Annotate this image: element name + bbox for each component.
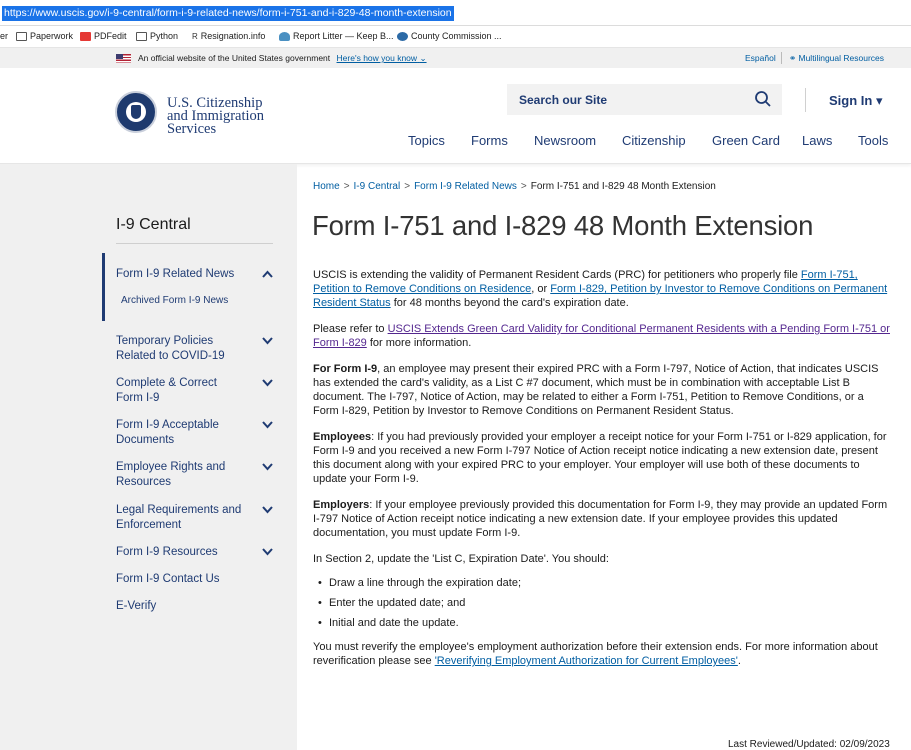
paragraph-employers xyxy=(313,498,890,540)
paragraph-section-2: In Section 2, update the 'List C, Expiration Date'. You should: xyxy=(313,553,609,565)
bookmark-label: County Commission ... xyxy=(411,31,502,41)
sidebar xyxy=(0,164,297,750)
nav-green-card[interactable]: Green Card xyxy=(712,133,780,148)
bookmark-report-litter[interactable] xyxy=(279,31,394,41)
sidebar-item-acceptable-docs[interactable]: Form I-9 Acceptable Documents xyxy=(116,419,219,446)
site-header xyxy=(0,68,911,164)
breadcrumb-related-news[interactable]: Form I-9 Related News xyxy=(414,181,517,192)
pdf-icon xyxy=(80,32,91,41)
sidebar-item-covid-policies[interactable]: Temporary Policies Related to COVID-19 xyxy=(116,335,225,362)
official-text xyxy=(138,53,427,64)
text: USCIS is extending the validity of Permanent Resident Cards (PRC) for petitioners who properly file xyxy=(313,269,801,281)
sidebar-divider xyxy=(116,243,273,244)
sidebar-item-employee-rights[interactable]: Employee Rights and Resources xyxy=(116,461,226,488)
link-form-i-751[interactable]: Form I-751, Petition to Remove Conditions on Residence xyxy=(313,269,858,295)
breadcrumb-current: Form I-751 and I-829 48 Month Extension xyxy=(530,181,716,192)
divider xyxy=(781,52,782,64)
sidebar-item-legal-requirements[interactable]: Legal Requirements and Enforcement xyxy=(116,504,242,531)
paragraph-reverify xyxy=(313,640,890,668)
bold-lead: Employees xyxy=(313,431,372,443)
text: Please refer to xyxy=(313,323,388,335)
folder-icon xyxy=(136,32,147,41)
breadcrumb-home[interactable]: Home xyxy=(313,181,340,192)
paragraph-intro xyxy=(313,268,890,310)
breadcrumb-separator: > xyxy=(520,181,527,192)
official-banner xyxy=(0,48,911,68)
sidebar-item-related-news[interactable]: Form I-9 Related News xyxy=(116,268,235,280)
breadcrumb xyxy=(313,181,716,192)
nav-newsroom[interactable]: Newsroom xyxy=(534,133,597,148)
multilingual-label: Multilingual Resources xyxy=(798,53,885,63)
text: : If you had previously provided your employer a receipt notice for your Form I-751 or I-829 application, for Form I-9 and you received a new Form I-797 Notice of Action receipt notice indicating a new extension date, present this document along with your expired PRC to your employer. Your employer will use both of these documents to update your Form I-9. xyxy=(313,431,887,485)
bookmark-label: PDFedit xyxy=(94,31,127,41)
nav-citizenship[interactable]: Citizenship xyxy=(622,133,686,148)
bookmark-er[interactable] xyxy=(0,31,8,41)
chevron-down-icon[interactable] xyxy=(262,421,273,429)
link-green-card-validity-news[interactable]: USCIS Extends Green Card Validity for Conditional Permanent Residents with a Pending Form I-751 or Form I-829 xyxy=(313,323,890,349)
link-form-i-829[interactable]: Form I-829, Petition by Investor to Remove Conditions on Permanent Resident Status xyxy=(313,283,888,309)
text: for more information. xyxy=(366,337,472,349)
text: You must reverify the employee's employment authorization before their extension ends. For more information about reverification please see xyxy=(313,641,878,667)
paragraph-refer xyxy=(313,322,890,350)
agency-line-3: Services xyxy=(167,121,217,137)
update-steps-list xyxy=(313,576,890,630)
bookmark-resignation[interactable] xyxy=(192,31,265,41)
agency-line-1: U.S. Citizenship xyxy=(167,95,263,111)
search-placeholder: Search our Site xyxy=(519,93,608,107)
bookmark-label: Paperwork xyxy=(30,31,74,41)
sidebar-item-complete-correct[interactable]: Complete & Correct Form I-9 xyxy=(116,377,217,404)
globe-icon: ⚭ xyxy=(789,53,797,63)
breadcrumb-separator: > xyxy=(343,181,350,192)
nav-forms[interactable]: Forms xyxy=(471,133,508,148)
text: for 48 months beyond the card's expiration date. xyxy=(390,297,629,309)
chevron-up-icon[interactable] xyxy=(262,270,273,278)
sidebar-subitem-archived-news[interactable]: Archived Form I-9 News xyxy=(121,295,229,306)
how-you-know-label: Here's how you know xyxy=(336,53,418,63)
sidebar-item-e-verify[interactable]: E-Verify xyxy=(116,600,157,612)
bookmark-pdfedit[interactable] xyxy=(80,31,127,41)
paragraph-for-form-i9 xyxy=(313,362,890,418)
wordpress-icon xyxy=(397,32,408,41)
chevron-down-icon[interactable] xyxy=(262,379,273,387)
folder-icon xyxy=(16,32,27,41)
search-icon[interactable] xyxy=(754,90,772,108)
sign-in-button[interactable] xyxy=(829,93,883,109)
list-item: • Initial and date the update. xyxy=(313,616,890,630)
last-reviewed-date: Last Reviewed/Updated: 02/09/2023 xyxy=(728,739,890,750)
sidebar-item-contact-us[interactable]: Form I-9 Contact Us xyxy=(116,573,220,585)
link-reverifying-employment[interactable]: 'Reverifying Employment Authorization for Current Employees' xyxy=(434,655,738,667)
dhs-seal-logo[interactable] xyxy=(115,91,157,133)
how-you-know-link[interactable] xyxy=(337,53,427,63)
bookmark-label: Report Litter — Keep B... xyxy=(293,31,394,41)
agency-line-2: and Immigration xyxy=(167,108,265,124)
chevron-down-icon[interactable] xyxy=(262,506,273,514)
nav-tools[interactable]: Tools xyxy=(858,133,889,148)
text: , or xyxy=(531,283,551,295)
chevron-down-icon: ⌄ xyxy=(419,53,427,63)
page-title: Form I-751 and I-829 48 Month Extension xyxy=(312,210,814,241)
official-label: An official website of the United States government xyxy=(138,53,331,63)
address-bar[interactable] xyxy=(0,0,911,26)
text: : If your employee previously provided this documentation for Form I-9, they may provide an updated Form I-797 Notice of Action receipt notice indicating a new extension date. If your employee provides this updated documentation, you must update Form I-9. xyxy=(313,499,888,539)
multilingual-link[interactable] xyxy=(789,53,884,64)
breadcrumb-i9-central[interactable]: I-9 Central xyxy=(353,181,401,192)
sidebar-item-resources[interactable]: Form I-9 Resources xyxy=(116,546,218,558)
sidebar-title: I-9 Central xyxy=(116,216,191,233)
bookmark-label: Resignation.info xyxy=(200,31,266,41)
bold-lead: For Form I-9 xyxy=(313,363,378,375)
url-text[interactable]: https://www.uscis.gov/i-9-central/form-i-9-related-news/form-i-751-and-i-829-48-month-extension xyxy=(4,7,452,19)
text: , an employee may present their expired PRC with a Form I-797, Notice of Action, that indicates USCIS has extended the card's validity, as a List C #7 document, which must be in combination with acceptable List B document. The I-797, Notice of Action, may be related to either a Form I-751, Petition to Remove Conditions, or a Form I-829, Petition by Investor to Remove Conditions on Permanent Resident Status. xyxy=(313,363,879,417)
list-item: • Enter the updated date; and xyxy=(313,596,890,610)
litter-icon xyxy=(279,32,290,41)
text: . xyxy=(737,655,741,667)
paragraph-employees xyxy=(313,430,890,486)
espanol-link[interactable]: Español xyxy=(745,53,776,63)
article-body xyxy=(313,268,890,680)
header-divider xyxy=(805,88,806,112)
bookmark-python[interactable] xyxy=(136,31,178,41)
chevron-down-icon[interactable] xyxy=(262,337,273,345)
us-flag-icon xyxy=(116,54,131,63)
bookmark-label: er xyxy=(0,31,9,41)
list-item: • Draw a line through the expiration date; xyxy=(313,576,890,590)
bookmark-county-commission[interactable] xyxy=(397,31,502,41)
caret-down-icon: ▾ xyxy=(875,93,883,108)
agency-name[interactable] xyxy=(167,97,264,136)
chevron-down-icon[interactable] xyxy=(262,463,273,471)
chevron-down-icon[interactable] xyxy=(262,548,273,556)
bold-lead: Employers xyxy=(313,499,370,511)
r-icon: R xyxy=(192,31,198,41)
bookmark-paperwork[interactable] xyxy=(16,31,73,41)
bookmark-label: Python xyxy=(150,31,179,41)
active-indicator xyxy=(102,253,105,321)
nav-topics[interactable]: Topics xyxy=(408,133,445,148)
search-input[interactable] xyxy=(507,84,782,115)
sign-in-label: Sign In xyxy=(829,93,873,108)
nav-laws[interactable]: Laws xyxy=(802,133,833,148)
breadcrumb-separator: > xyxy=(404,181,411,192)
bookmarks-bar xyxy=(0,26,911,48)
